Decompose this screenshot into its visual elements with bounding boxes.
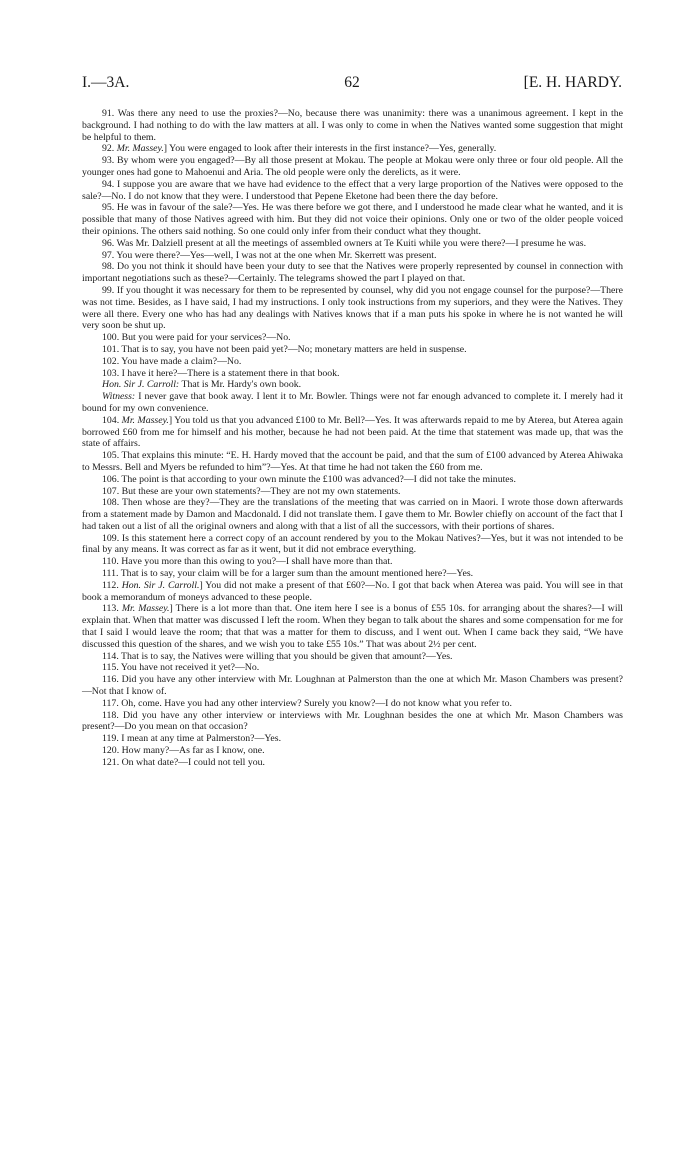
testimony-paragraph	[82, 497, 623, 532]
paragraph-text: ] You did not make a present of that £60?—No. I got that back when Aterea was paid. You will see in that book a memorandum of moneys advanced to these people.	[82, 579, 623, 603]
paragraph-text: 108. Then whose are they?—They are the translations of the meeting that was carried on in Maori. I wrote those down afterwards from a statement made by Damon and Macdonald. I did not translate them. I gave them to Mr. Bowler chiefly on account of the fact that I had taken out a list of all the original owners and along with that a list of all the successors, with their portions of shares.	[82, 497, 623, 532]
testimony-body	[82, 108, 623, 769]
testimony-paragraph	[82, 238, 623, 250]
testimony-paragraph	[82, 261, 623, 285]
question-number: 112.	[102, 579, 122, 591]
paragraph-text: 98. Do you not think it should have been your duty to see that the Natives were properly represented by counsel in connection with important negotiations such as these?—Certainly. The telegrams showed the part I played on that.	[82, 261, 623, 285]
witness-name: [E. H. HARDY.	[523, 74, 622, 91]
testimony-paragraph	[82, 332, 623, 344]
testimony-paragraph	[82, 391, 623, 415]
paragraph-text: 95. He was in favour of the sale?—Yes. He was there before we got there, and I understood he made clear what he wanted, and it is possible that many of those Natives agreed with him. But they did not voice their opinions. Only one or two of the older people voiced their opinions. The others said nothing. So one could only infer from their conduct what they thought.	[82, 202, 623, 237]
testimony-paragraph	[82, 379, 623, 391]
testimony-paragraph	[82, 533, 623, 557]
paragraph-text: 93. By whom were you engaged?—By all those present at Mokau. The people at Mokau were only three or four old people. All the younger ones had gone to Mahoenui and Aria. The old people were only the derelicts, as it were.	[82, 155, 623, 178]
paragraph-text: 101. That is to say, you have not been paid yet?—No; monetary matters are held in suspense.	[102, 343, 467, 355]
testimony-paragraph	[82, 556, 623, 568]
question-number: 113.	[102, 603, 122, 615]
paragraph-text: 115. You have not received it yet?—No.	[102, 662, 260, 674]
paragraph-text: 120. How many?—As far as I know, one.	[102, 745, 265, 757]
paragraph-text: 96. Was Mr. Dalziell present at all the meetings of assembled owners at Te Kuiti while you were there?—I presume he was.	[102, 237, 587, 249]
testimony-paragraph	[82, 733, 623, 745]
testimony-paragraph	[82, 698, 623, 710]
paragraph-text: 99. If you thought it was necessary for them to be represented by counsel, why did you not engage counsel for the purpose?—There was not time. Besides, as I have said, I had my instructions. I only took instructions from my superiors, and they were the Natives. They were all there. Every one who has had any dealings with Natives knows that if a man puts his spoke in where he is not wanted he will very soon be shut up.	[82, 284, 623, 332]
document-reference: I.—3A.	[82, 74, 130, 91]
paragraph-text: 103. I have it here?—There is a statement there in that book.	[102, 367, 340, 379]
paragraph-text: 118. Did you have any other interview or interviews with Mr. Loughnan besides the one at which Mr. Mason Chambers was present?—Do you mean on that occasion?	[82, 709, 623, 733]
testimony-paragraph	[82, 603, 623, 650]
testimony-paragraph	[82, 568, 623, 580]
testimony-paragraph	[82, 285, 623, 332]
testimony-paragraph	[82, 486, 623, 498]
paragraph-text: 105. That explains this minute: “E. H. Hardy moved that the account be paid, and that the sum of £100 advanced by Aterea Ahiwaka to Messrs. Bell and Myers be refunded to him”?—Yes. At that time he had not taken the £60 from me.	[82, 450, 623, 473]
testimony-paragraph	[82, 108, 623, 143]
paragraph-text: 109. Is this statement here a correct copy of an account rendered by you to the Mokau Natives?—Yes, but it was not intended to be final by any means. It was correct as far as it went, but it did not embrace everything.	[82, 532, 623, 556]
paragraph-text: 119. I mean at any time at Palmerston?—Yes.	[102, 733, 282, 745]
paragraph-text: ] You told us that you advanced £100 to Mr. Bell?—Yes. It was afterwards repaid to me by Aterea, but Aterea again borrowed £60 from me for himself and his mother, because he had not been paid. At the time that statement was made up, that was the state of affairs.	[82, 414, 623, 450]
speaker-name: Mr. Massey.	[121, 603, 170, 615]
testimony-paragraph	[82, 344, 623, 356]
testimony-paragraph	[82, 474, 623, 486]
testimony-paragraph	[82, 580, 623, 604]
speaker-name: Witness:	[102, 391, 136, 403]
testimony-paragraph	[82, 450, 623, 474]
testimony-paragraph	[82, 368, 623, 380]
testimony-paragraph	[82, 155, 623, 179]
testimony-paragraph	[82, 710, 623, 734]
testimony-paragraph	[82, 179, 623, 203]
paragraph-text: 107. But these are your own statements?—They are not my own statements.	[102, 485, 401, 497]
testimony-paragraph	[82, 745, 623, 757]
paragraph-text: 121. On what date?—I could not tell you.	[102, 756, 265, 768]
paragraph-text: 110. Have you more than this owing to you?—I shall have more than that.	[102, 556, 393, 568]
paragraph-text: I never gave that book away. I lent it to Mr. Bowler. Things were not far enough advanced to complete it. I merely had it bound for my own convenience.	[82, 391, 623, 414]
testimony-paragraph	[82, 662, 623, 674]
testimony-paragraph	[82, 651, 623, 663]
paragraph-text: ] There is a lot more than that. One item here I see is a bonus of £55 10s. for arranging about the shares?—I will explain that. When that matter was discussed I left the room. When they began to talk about the shares and some compensation for me for that I said I would leave the room; that that was a matter for them to discuss, and I went out. When I came back they said, “We have discussed this question of the shares, and we wish you to take £55 10s.” That was about 2½ per cent.	[82, 603, 624, 650]
paragraph-text: 94. I suppose you are aware that we have had evidence to the effect that a very large proportion of the Natives were opposed to the sale?—No. I do not know that they were. I understood that Pepene Eketone had been there the day before.	[82, 178, 623, 202]
speaker-name: Mr. Massey.	[121, 414, 169, 426]
paragraph-text: 116. Did you have any other interview with Mr. Loughnan at Palmerston than the one at which Mr. Mason Chambers was present?—Not that I know of.	[82, 674, 623, 698]
paragraph-text: 97. You were there?—Yes—well, I was not at the one when Mr. Skerrett was present.	[102, 249, 437, 261]
testimony-paragraph	[82, 757, 623, 769]
testimony-paragraph	[82, 356, 623, 368]
testimony-paragraph	[82, 250, 623, 262]
question-number: 92.	[102, 143, 117, 155]
paragraph-text: 111. That is to say, your claim will be for a larger sum than the amount mentioned here?—Yes.	[102, 568, 474, 580]
paragraph-text: 114. That is to say, the Natives were willing that you should be given that amount?—Yes.	[102, 650, 453, 662]
testimony-paragraph	[82, 415, 623, 450]
paragraph-text: 106. The point is that according to your own minute the £100 was advanced?—I did not take the minutes.	[102, 473, 516, 485]
paragraph-text: 100. But you were paid for your services?—No.	[102, 332, 291, 344]
page-header	[82, 74, 622, 100]
testimony-paragraph	[82, 202, 623, 237]
testimony-paragraph	[82, 674, 623, 698]
paragraph-text: 91. Was there any need to use the proxies?—No, because there was unanimity: there was a unanimous agreement. I kept in the background. I had nothing to do with the law matters at all. I was only to come in when the Natives wanted some suggestion that might be helpful to them.	[82, 108, 623, 143]
page-number: 62	[344, 74, 360, 91]
paragraph-text: 117. Oh, come. Have you had any other interview? Surely you know?—I do not know what you refer to.	[102, 697, 512, 709]
speaker-name: Mr. Massey.	[116, 143, 164, 155]
paragraph-text: That is Mr. Hardy's own book.	[179, 379, 302, 391]
speaker-name: Hon. Sir J. Carroll:	[102, 379, 180, 391]
testimony-paragraph	[82, 143, 623, 155]
paragraph-text: ] You were engaged to look after their interests in the first instance?—Yes, generally.	[163, 143, 497, 155]
paragraph-text: 102. You have made a claim?—No.	[102, 355, 242, 367]
speaker-name: Hon. Sir J. Carroll.	[121, 579, 200, 591]
question-number: 104.	[102, 414, 122, 426]
